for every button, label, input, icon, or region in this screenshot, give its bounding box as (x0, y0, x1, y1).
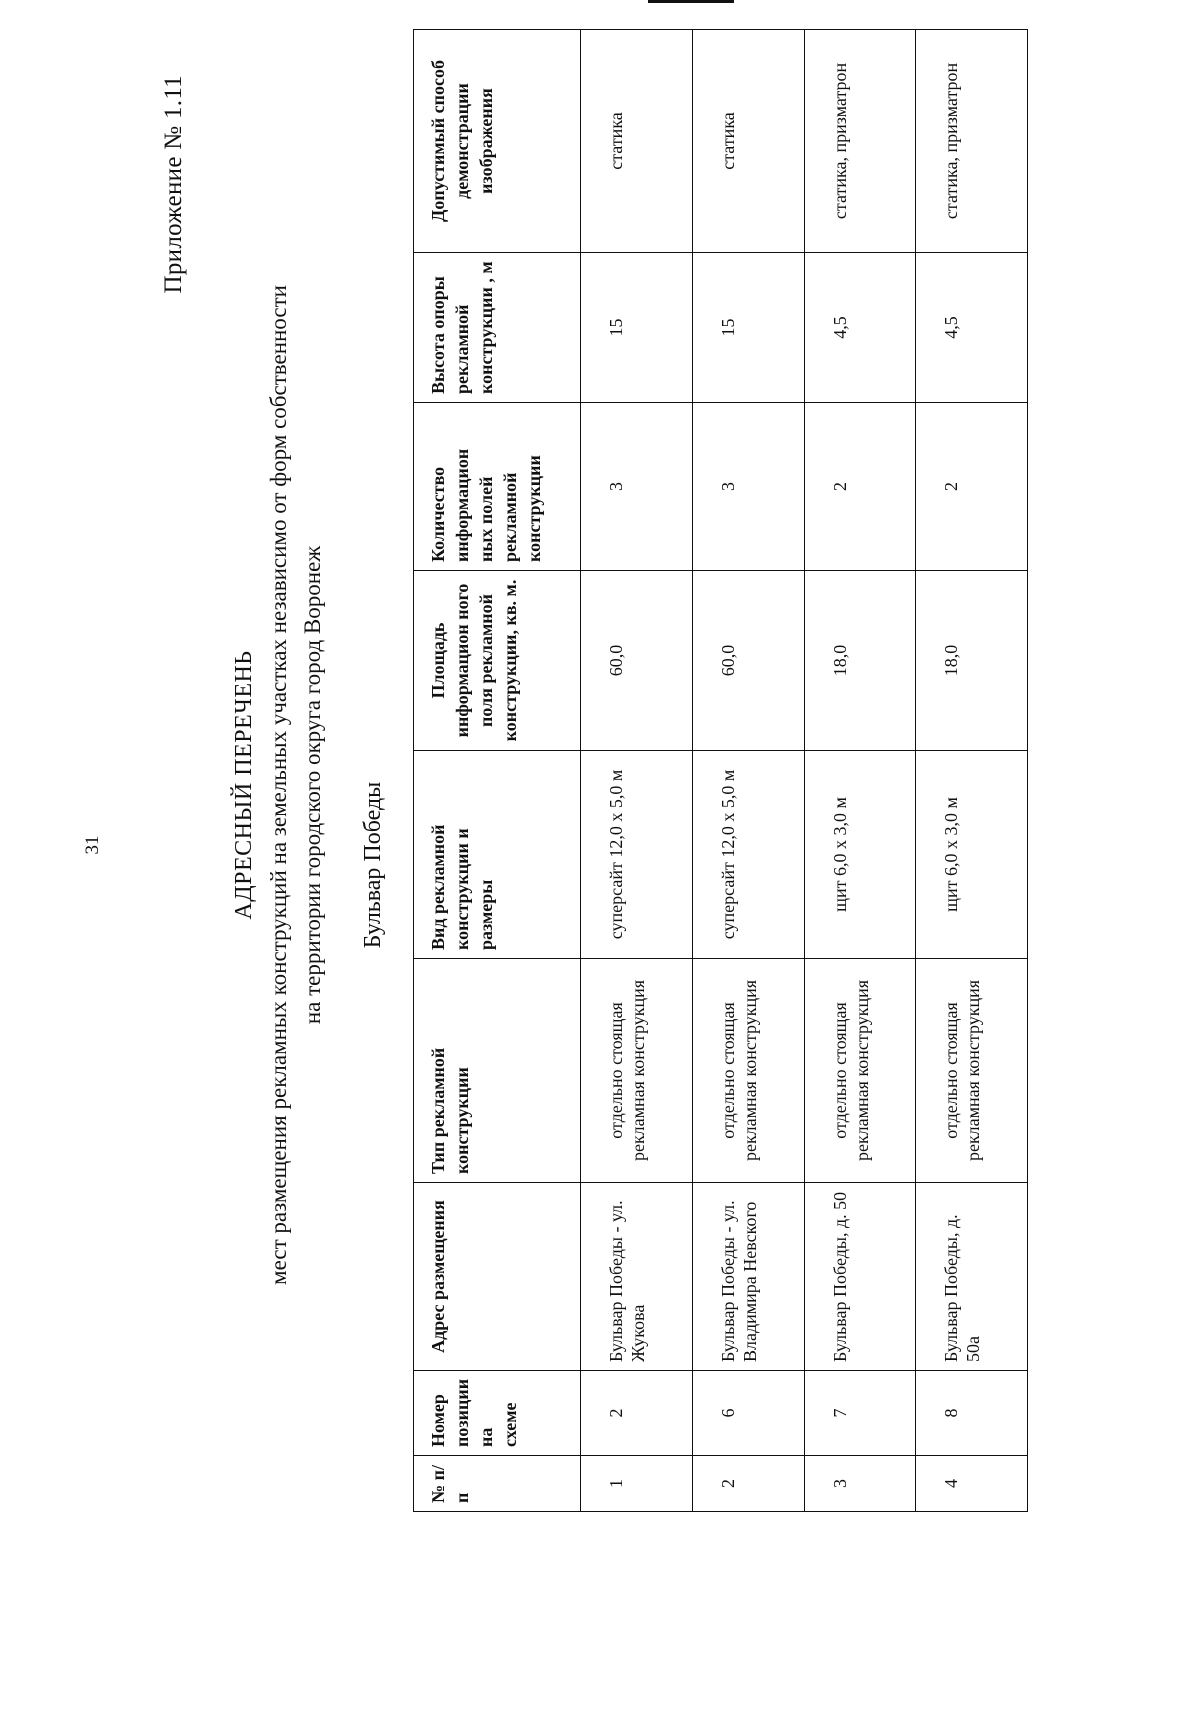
cell-type: отдельно стоящая рекламная конструкция (692, 959, 804, 1183)
cell-type: отдельно стоящая рекламная конструкция (581, 959, 693, 1183)
cell-area: 18,0 (916, 571, 1028, 751)
cell-area: 18,0 (804, 571, 916, 751)
cell-kind-size: суперсайт 12,0 х 5,0 м (581, 751, 693, 959)
cell-scheme-position: 6 (692, 1371, 804, 1456)
table-header-row (414, 30, 581, 1512)
cell-area: 60,0 (692, 571, 804, 751)
header-cell-scheme-position: Номер позиции на схеме (414, 1371, 581, 1456)
cell-kind-size: суперсайт 12,0 х 5,0 м (692, 751, 804, 959)
cell-area: 60,0 (581, 571, 693, 751)
cell-display-method: статика (692, 30, 804, 253)
header-cell-display-method: Допустимый способ демонстрации изображения (414, 30, 581, 253)
header-cell-address: Адрес размещения (414, 1183, 581, 1371)
header-cell-number: № п/п (414, 1456, 581, 1512)
cell-height: 15 (692, 253, 804, 403)
cell-address: Бульвар Победы, д. 50а (916, 1183, 1028, 1371)
cell-fields-count: 2 (916, 403, 1028, 571)
cell-kind-size: щит 6,0 х 3,0 м (916, 751, 1028, 959)
document-subtitle-line1: мест размещения рекламных конструкций на земельных участках независимо от форм собственности (266, 285, 291, 1285)
appendix-label: Приложение № 1.11 (160, 75, 187, 294)
cell-fields-count: 3 (692, 403, 804, 571)
cell-number: 4 (916, 1456, 1028, 1512)
title-block (226, 55, 330, 1515)
cell-number: 1 (581, 1456, 693, 1512)
header-cell-type: Тип рекламной конструкции (414, 959, 581, 1183)
table-row (804, 30, 916, 1512)
document-subtitle-line2: на территории городского округа город Воронеж (300, 545, 325, 1025)
cell-scheme-position: 8 (916, 1371, 1028, 1456)
cell-display-method: статика, призматрон (804, 30, 916, 253)
document-title: АДРЕСНЫЙ ПЕРЕЧЕНЬ (231, 650, 257, 920)
header-cell-fields-count: Количество информацион ных полей рекламной конструкции (414, 403, 581, 571)
cell-number: 3 (804, 1456, 916, 1512)
table-row (916, 30, 1028, 1512)
cell-height: 4,5 (804, 253, 916, 403)
header-cell-height: Высота опоры рекламной конструкции , м (414, 253, 581, 403)
table-row (581, 30, 693, 1512)
cell-type: отдельно стоящая рекламная конструкция (804, 959, 916, 1183)
cell-display-method: статика, призматрон (916, 30, 1028, 253)
cell-kind-size: щит 6,0 х 3,0 м (804, 751, 916, 959)
cell-scheme-position: 2 (581, 1371, 693, 1456)
cell-fields-count: 2 (804, 403, 916, 571)
section-title: Бульвар Победы (360, 781, 386, 949)
address-register-table (413, 29, 1028, 1512)
cell-fields-count: 3 (581, 403, 693, 571)
table-row (692, 30, 804, 1512)
page-number: 31 (82, 835, 103, 855)
header-cell-area: Площадь информацион ного поля рекламной конструкции, кв. м. (414, 571, 581, 751)
cell-type: отдельно стоящая рекламная конструкция (916, 959, 1028, 1183)
cell-height: 4,5 (916, 253, 1028, 403)
cell-address: Бульвар Победы - ул. Владимира Невского (692, 1183, 804, 1371)
cell-height: 15 (581, 253, 693, 403)
cell-address: Бульвар Победы - ул. Жукова (581, 1183, 693, 1371)
header-cell-kind-size: Вид рекламной конструкции и размеры (414, 751, 581, 959)
cell-scheme-position: 7 (804, 1371, 916, 1456)
cell-address: Бульвар Победы, д. 50 (804, 1183, 916, 1371)
cell-display-method: статика (581, 30, 693, 253)
cell-number: 2 (692, 1456, 804, 1512)
